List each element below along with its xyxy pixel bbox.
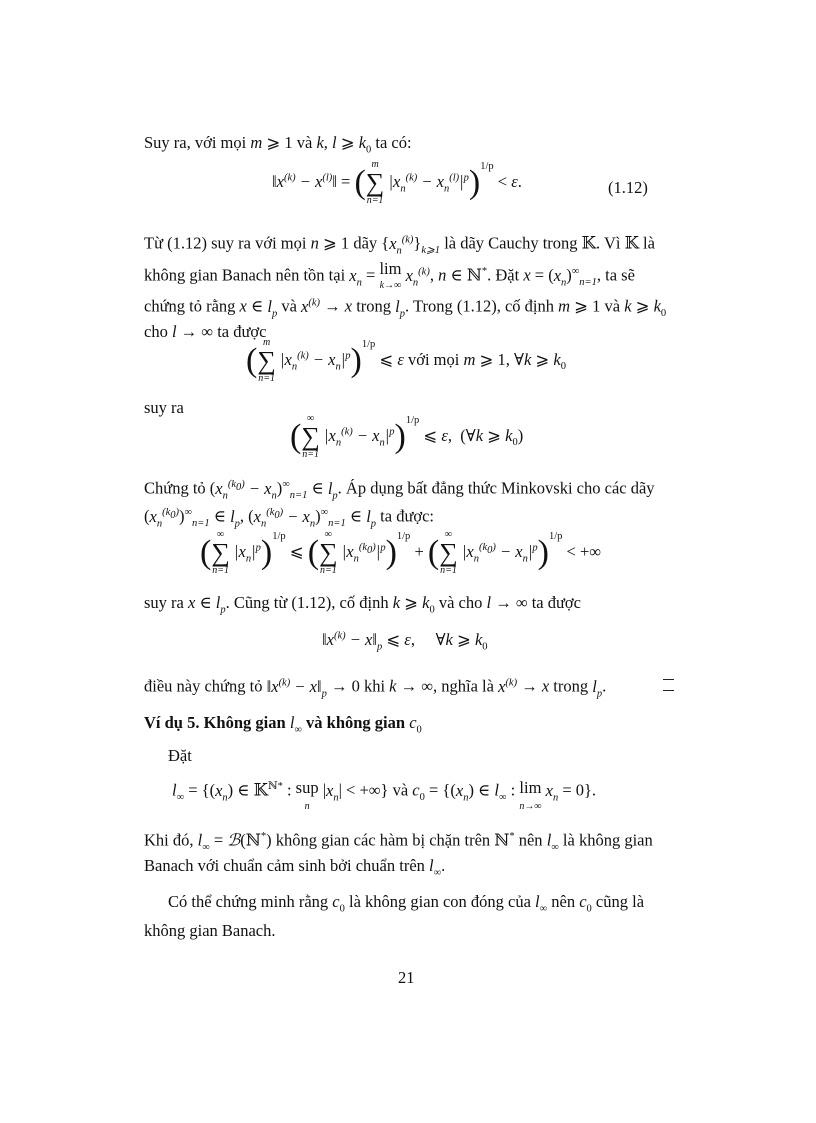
- paragraph-line: $(x_n^{(k_0)})^\infty_{n=1}$ ∈ $l_p$, $(x_n^{(k_0)} - x_n)^\infty_{n=1}$ ∈ $l_p$ ta được:: [144, 506, 435, 529]
- equation-definition: $l_\infty = \{(x_n)$ ∈ 𝕂$^{ℕ*}$ : sup n $|x_n|$ < +∞} và $c_0 = \{(x_n)$ ∈ $l_\infty$ : lim n→∞ $x_n = 0$}.: [172, 778, 597, 812]
- paragraph-line: điều này chứng tỏ $‖x^{(k)}$ − $x‖_p \to 0$ khi k → ∞, nghĩa là $x^{(k)} \to x$ trong $l_p$.: [144, 676, 607, 699]
- equation-partial-sum: ( m ∑ n=1 $|x_n^{(k)} - x_n|^p)^{1/p}$ ⩽ ε với mọi m ⩾ 1, ∀k ⩾ $k_0$: [246, 337, 566, 384]
- paragraph-line: Suy ra, với mọi m ⩾ 1 và k, l ⩾ $k_0$ ta có:: [144, 133, 412, 156]
- paragraph-line: Banach với chuẩn cảm sinh bởi chuẩn trên $l_\infty$.: [144, 856, 446, 879]
- equation-minkowski: ( ∞ ∑ n=1 $|x_n|^p)^{1/p}$ ⩽ ( ∞ ∑ n=1 $|x_n^{(k_0)}|^p)^{1/p}$ + ( ∞ ∑ n=1 $|x_n^{(k_0)} - x_n|^p)^{1/p}$ < +∞: [200, 529, 602, 576]
- paragraph-line: cho l → ∞ ta được: [144, 322, 267, 341]
- paragraph-line: Từ (1.12) suy ra với mọi n ⩾ 1 dãy $\{x_n^{(k)}\}_{k⩾1}$ là dãy Cauchy trong 𝕂. Vì 𝕂 là: [144, 233, 655, 256]
- equation-1-12: $‖x^{(k)}$ − $x^{(l)}‖$ = ( m ∑ n=1 $|x_n^{(k)} - x_n^{(l)}|^p)^{1/p} < \varepsilon$.: [272, 159, 522, 206]
- equation-full-sum: ( ∞ ∑ n=1 $|x_n^{(k)} - x_n|^p)^{1/p}$ ⩽ ε, (∀k ⩾ $k_0$): [290, 413, 524, 460]
- qed-mark: [663, 679, 674, 691]
- example-heading: Ví dụ 5. Không gian $l_\infty$ và không gian $c_0$: [144, 713, 422, 736]
- paragraph-line: Có thể chứng minh rằng $c_0$ là không gian con đóng của $l_\infty$ nên $c_0$ cũng là: [168, 892, 645, 915]
- paragraph-line: Chứng tỏ $(x_n^{(k_0)} - x_n)^\infty_{n=1}$ ∈ $l_p$. Áp dụng bất đẳng thức Minkovski cho các dãy: [144, 478, 655, 501]
- paragraph-line: suy ra: [144, 398, 184, 417]
- equation-number: (1.12): [608, 178, 648, 197]
- paragraph-line: không gian Banach nên tồn tại $x_n = \lim$ k→∞ $x_n^{(k)}$, n ∈ ℕ*. Đặt $x = (x_n)^\infty_{n=1}$, ta sẽ: [144, 259, 635, 291]
- paragraph-line: Đặt: [168, 746, 192, 765]
- paragraph-line: chứng tỏ rằng x ∈ $l_p$ và $x^{(k)} \to x$ trong $l_p$. Trong (1.12), cố định m ⩾ 1 và k ⩾ $k_0$: [144, 296, 667, 319]
- paragraph-line: suy ra x ∈ $l_p$. Cũng từ (1.12), cố định k ⩾ $k_0$ và cho l → ∞ ta được: [144, 593, 581, 616]
- paragraph-line: Khi đó, $l_\infty$ = ℬ(ℕ*) không gian các hàm bị chặn trên ℕ* nên $l_\infty$ là không gian: [144, 830, 653, 853]
- page-number: 21: [398, 968, 415, 987]
- equation-norm-limit: $‖x^{(k)}$ − $x‖_p$ ⩽ ε, ∀k ⩾ $k_0$: [322, 630, 488, 653]
- paragraph-line: không gian Banach.: [144, 921, 276, 940]
